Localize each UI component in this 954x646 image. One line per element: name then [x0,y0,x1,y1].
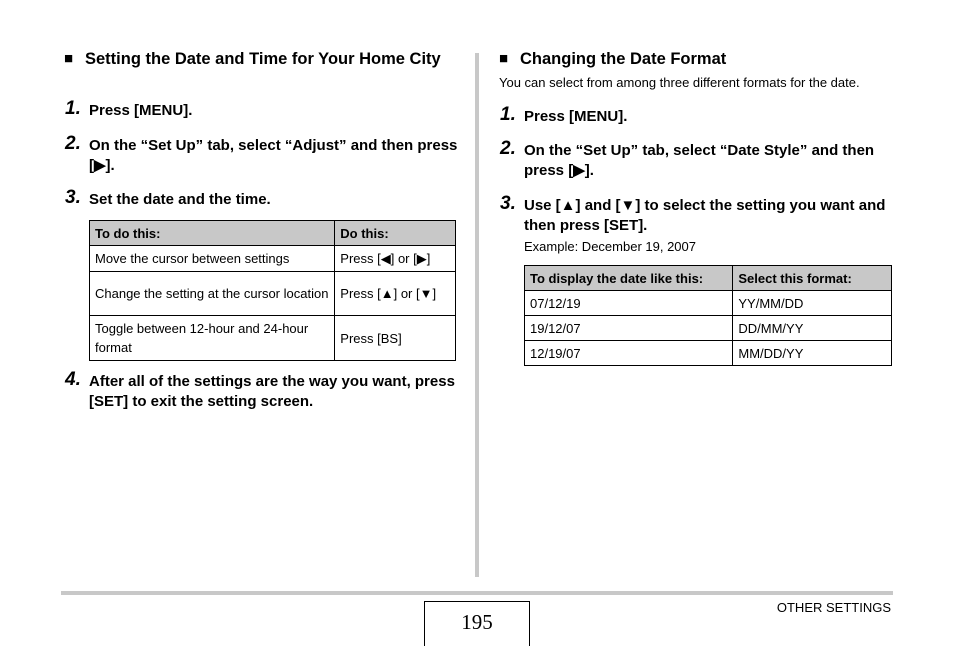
right-section-heading [499,49,879,69]
example-text: Example: December 19, 2007 [524,239,696,254]
right-step-2: 2. On the “Set Up” tab, select “Date Style” and then press [▶]. [500,138,875,179]
table-row: 19/12/07 DD/MM/YY [525,316,892,341]
footer-rule [61,591,893,595]
table-header-row: To do this: Do this: [90,221,456,246]
square-bullet-icon: ■ [64,50,74,67]
right-intro-text: You can select from among three different formats for the date. [499,75,860,90]
table-row: 12/19/07 MM/DD/YY [525,341,892,366]
right-step-3: 3. Use [▲] and [▼] to select the setting you want and then press [SET]. [500,193,886,234]
left-step-2: 2. On the “Set Up” tab, select “Adjust” and then press [▶]. [65,133,458,174]
left-step-3: 3. Set the date and the time. [65,187,271,208]
table-header-row: To display the date like this: Select this format: [525,266,892,291]
table-row: Change the setting at the cursor location Press [▲] or [▼] [90,272,456,316]
table-row: Toggle between 12-hour and 24-hour format Press [BS] [90,316,456,361]
table-row: Move the cursor between settings Press [◀] or [▶] [90,246,456,272]
right-heading-text: Changing the Date Format [520,50,727,68]
footer-section-label: OTHER SETTINGS [776,600,891,615]
left-step-1: 1. Press [MENU]. [65,98,193,119]
page-number-box [424,601,530,646]
table-row: 07/12/19 YY/MM/DD [525,291,892,316]
column-divider [475,53,479,577]
right-step-1: 1. Press [MENU]. [500,104,628,125]
page-number: 195 [461,610,493,634]
cursor-controls-table [89,220,456,361]
left-step-4: 4. After all of the settings are the way you want, press [SET] to exit the setting screen. [65,369,455,410]
left-section-heading [64,49,444,69]
date-format-table [524,265,892,366]
left-heading-text: Setting the Date and Time for Your Home City [85,50,441,68]
square-bullet-icon: ■ [499,50,509,67]
